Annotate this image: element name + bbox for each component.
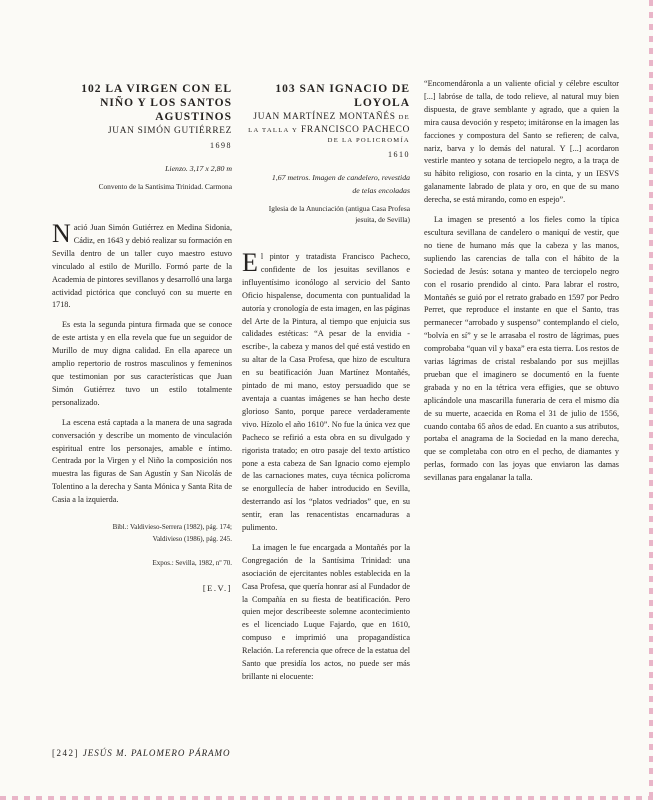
entry-102-year: 1698 bbox=[210, 141, 232, 150]
entry-103-continuation-column bbox=[424, 78, 619, 485]
page-edge-right bbox=[649, 0, 653, 800]
entry-102-title-line-3: AGUSTINOS bbox=[155, 111, 232, 123]
entry-102-title-line-2: NIÑO Y LOS SANTOS bbox=[100, 97, 232, 109]
quote-paragraph: “Encomendáronla a un valiente oficial y célebre escultor [...] labróse de talla, de todo relieve, al natural muy bien dispuesta, de grave semblante y agrado, que a quien la mira causa devoción y respeto; imitáronse en la imagen las facciones y compostura del Santo se refieren; de calva, nariz, barva y lo demás del natural. Y [...] acordaron vestirle manteo y sotana de terciopelo negro, a la traça de su hábito religioso, con rosario en la cinta, y un IESVS galanamente labrado de plata y oro, en que de su mano derecha, se está mirando, como en espejo”. bbox=[424, 79, 619, 205]
entry-103-number: 103 bbox=[275, 83, 296, 95]
entry-103-location: Iglesia de la Anunciación (antigua Casa Profesa jesuita, de Sevilla) bbox=[268, 204, 410, 224]
entry-103-paragraph-2: La imagen le fue encargada a Montañés por la Congregación de la Santísima Trinidad: una asociación de ejercitantes nobles establecida en la Casa Profesa, que quería honrar así al Fundador de la Compañía en su fiesta de beatificación. Pero quien mejor describeeste solemne acontecimiento es el licenciado Luque Fajardo, que en 1610, compuso e imprimió una propagandística Relación. La referencia que ofrece de la estatua del Santo que presidía los actos, no puede ser más brillante ni elocuente: bbox=[242, 542, 410, 681]
entry-103-title bbox=[242, 82, 410, 110]
entry-103-title-line-2: LOYOLA bbox=[354, 97, 410, 109]
entry-103-year: 1610 bbox=[388, 150, 410, 159]
bibliography-line: Valdivieso (1986), pág. 245. bbox=[152, 535, 232, 544]
footer-author: JESÚS M. PALOMERO PÁRAMO bbox=[82, 748, 231, 758]
dropcap: E bbox=[242, 248, 258, 277]
entry-103-paragraph-1: El pintor y tratadista Francisco Pacheco, confidente de los jesuitas sevillanos e influyentísimo iconólogo al servicio del Santo Oficio hispalense, documenta con puntualidad la autoría y cronología de esta imagen, en las páginas del Arte de la Pintura, al tiempo que enjuicia sus calidades estéticas: “A pesar de la envidia -escribe-, la cabeza y manos del qué está vestido en su altar de la Casa Profesa, que hizo de escultura en su beatificación Juan Martínez Montañés, pintado de mi mano, estoy persuadido que se aventaja a cuantas imágenes se han hecho deste glorioso Santo, porque parece verdaderamente vivo. Hízolo el año 1610”. No fue la única vez que Pacheco se refirió a esta obra en su divulgado y rigorista tratado; en otro pasaje del texto artístico pone a esta cabeza de San Ignacio como ejemplo de las carnaciones mates, cuya técnica polícroma se enorgullecía de haber introducido en Sevilla, desterrando así los “platos vedriados” que, en su sentir, eran las renacentistas encarnaduras a pulimento. bbox=[242, 248, 410, 533]
entry-102-exhibitions: Expos.: Sevilla, 1982, nº 70. bbox=[152, 559, 232, 568]
entry-102-bibliography bbox=[52, 521, 232, 545]
entry-103-author-line-2: LA TALLA Y FRANCISCO PACHECO bbox=[248, 125, 410, 135]
entry-103-paragraph-3: La imagen se presentó a los fieles como la típica escultura sevillana de candelero o maniquí de vestir, que no tiene de humano más que la cabeza y las manos, supliendo las carencias de talla con el hábito de la Sociedad de Jesús: sotana y manteo de terciopelo negro con el rosario prendido al cinto. Para labrar el rostro, Montañés se guió por el retrato grabado en 1597 por Pedro Perret, que reproduce el instante en que el Santo, tras permanecer “arrobado y suspenso” contemplando el cielo, “bolvía en sí” y se le arrasaba el rostro de lágrimas, pues comprobaba “quan vil y baxa” era esta tierra. Los restos de varias lágrimas de cristal resbalando por sus mejillas prueban que el imaginero se documentó en la fuente grabada y no en la tétrica vera effigies, que se obtuvo aplicándole una mascarilla funeraria de cera el mismo día de su muerte, acaecida en Roma el 31 de julio de 1556, cuando contaba 65 años de edad. En cuanto a sus atributos, portaba el anagrama de la Sociedad en la mano derecha, que se completaba con otro en el pecho, de diamantes y perlas, formado con las joyas que enviaron las damas sevillanas para engalanar la talla. bbox=[424, 215, 619, 483]
entry-102-paragraph-2: Es esta la segunda pintura firmada que se conoce de este artista y en ella revela que fue un seguidor de Murillo de muy digna calidad. En ella aparece un amplio repertorio de rostros masculinos y femeninos que testimonian por sus características que Juan Simón Gutiérrez tuvo un estilo totalmente personalizado. bbox=[52, 320, 232, 407]
entry-103-medium: 1,67 metros. Imagen de candelero, revestida de telas encoladas bbox=[271, 173, 410, 195]
entry-103-author-line-1: JUAN MARTÍNEZ MONTAÑÉS DE bbox=[253, 112, 410, 122]
entry-103-quote bbox=[424, 78, 619, 207]
entry-102-paragraph-1: Nació Juan Simón Gutiérrez en Medina Sidonia, Cádiz, en 1643 y debió realizar su formación en Sevilla dentro de un taller cuyo maestro estuvo vinculado al estilo de Murillo. Formó parte de la Academia de pintores sevillanos y desarrolló una larga actividad pictórica que concluyó con su muerte en 1718. bbox=[52, 219, 232, 310]
entry-102-body bbox=[52, 219, 232, 507]
page-edge-bottom bbox=[0, 796, 653, 800]
entry-102-initials: [E.V.] bbox=[202, 583, 232, 594]
entry-102-number: 102 bbox=[81, 83, 102, 95]
page-footer bbox=[52, 748, 231, 758]
page-number: [242] bbox=[52, 748, 79, 758]
entry-102-title bbox=[52, 82, 232, 124]
entry-103-author-line-3: DE LA POLICROMÍA bbox=[327, 137, 410, 144]
entry-102-author: JUAN SIMÓN GUTIÉRREZ bbox=[107, 126, 232, 136]
entry-103-body-col2 bbox=[242, 248, 410, 684]
entry-103-title-line-1: SAN IGNACIO DE bbox=[299, 83, 410, 95]
entry-102-location: Convento de la Santísima Trinidad. Carmona bbox=[98, 182, 232, 191]
entry-102-column bbox=[52, 82, 232, 593]
entry-103-body-col3 bbox=[424, 214, 619, 485]
bibliography-line: Bibl.: Valdivieso-Serrera (1982), pág. 174; bbox=[112, 523, 232, 532]
entry-102-paragraph-3: La escena está captada a la manera de una sagrada conversación y describe un momento de vinculación espiritual entre los personajes, amable e íntimo. Centrada por la Virgen y el Niño la composición nos muestra las figuras de San Agustín y San Nicolás de Tolentino a la derecha y Santa Mónica y Santa Rita de Casia a la izquierda. bbox=[52, 417, 232, 505]
dropcap: N bbox=[52, 219, 71, 248]
entry-102-medium: Lienzo. 3,17 x 2,80 m bbox=[165, 164, 232, 173]
entry-103-column bbox=[242, 82, 410, 684]
entry-102-title-line-1: LA VIRGEN CON EL bbox=[105, 83, 232, 95]
